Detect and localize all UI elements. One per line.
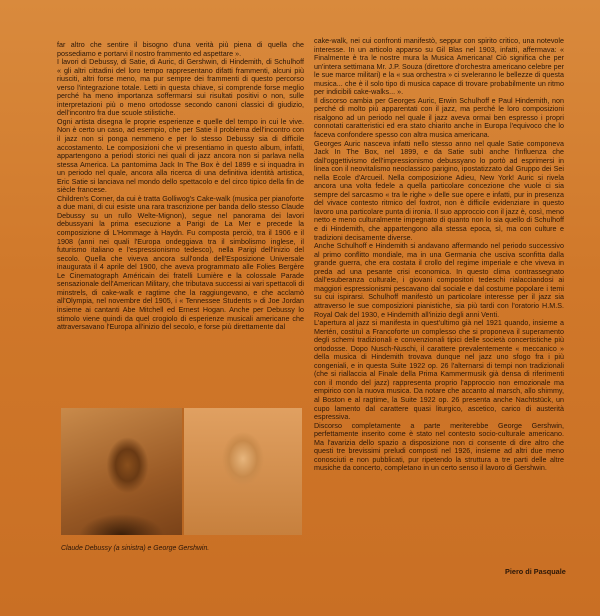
paragraph: cake-walk, nei cui confronti manifestò, seppur con spirito critico, una notevole interesse. In un articolo apparso su Gil Blas nel 1903, infatti, affermava: « Finalmente è tra le nostre mura la Musica Americana! Ciò significa che per un'intera settimana Mr. J.P. Souza (direttore d'orchestra americano celebre per le sue marce militari) e la « sua orchestra » ci sveleranno le bellezze di questa musica... che è il solo tipo di musica capace di trovare probabilmente un ritmo per indicibili cake-walks... ». xyxy=(314,37,564,97)
paragraph: L'apertura al jazz si manifesta in quest'ultimo già nel 1921 quando, insieme a Mertén, costituì a Francoforte un complesso che si proponeva il superamento degli schemi tradizionali e convenzionali tipici delle società concertistiche più ortodosse. Dopo Nusch-Nuschi, il carattere prevalentemente « meccanico » della musica di Hindemith trovava dunque nel jazz uno sfogo fra i più congeniali, e in questa Suite 1922 op. 26 l'alternarsi di tempi non tradizionali (che si riallaccia al Finale della Prima Kammermusik già densa di riferimenti con il mondo del jazz) rappresenta proprio l'approccio non emozionale ma empirico con la nuova musica. Da notare che accanto al marsch, allo shimmy, al Boston e al ragtime, la Suite 1922 op. 26 presenta anche Nachtstück, un cupo lamento dal carattere quasi liturgico, ascetico, carico di austerità espressiva. xyxy=(314,319,564,422)
paragraph: Anche Schulhoff e Hindemith si andavano affermando nel periodo successivo al primo conflitto mondiale, ma in una Germania che usciva sconfitta dalla grande guerra, che era costata il crollo del regime imperiale e che viveva in preda ad una pesante crisi economica. In questo clima contrassegnato dall'esuberanza culturale, i giovani compositori tedeschi rialacciandosi ai maggiori espressionismi pescavano dal sociale e dal costume popolare i temi su cui ispirarsi. Schulhoff manifestò un particolare interesse per il jazz sia attraverso le sue composizioni pianistiche, sia più tardi con l'oratorio H.M.S. Royal Oak del 1930, e Hindemith all'inizio degli anni Venti. xyxy=(314,242,564,319)
right-text-column xyxy=(314,37,564,473)
paragraph: Georges Auric nasceva infatti nello stesso anno nel quale Satie componeva Jack In The Box, nel 1899, e da Satie subì anche l'influenza che dall'oggettivismo dell'impressionismo debussyano lo portò ad esprimersi in linea con il neovitalismo neoclassico parigino, ipostatizzato dal Gruppo dei Sei nella Ecole d'Arcueil. Nella composizione Adieu, New York! Auric si rivela ancora una volta fedele a quella particolare concezione che vuole ci sia sempre del sarcasmo « tra le righe » delle sue opere e infatti, pur in presenza del vivace contesto ritmico del foxtrot, non è difficile evidenziare in questo lavoro una particolare punta di ironia. Il suo approccio con il jazz è, così, meno netto e meno culturalmente impegnato di quanto non lo sia quello di Schulhoff e di Hindemith, che appartengono alla stessa epoca, sì, ma con culture e tradizioni decisamente diverse. xyxy=(314,139,564,242)
paragraph: I lavori di Debussy, di Satie, di Auric, di Gershwin, di Hindemith, di Schulhoff « gli altri cittadini del loro tempo rappresentano difatti frammenti, alcuni più riusciti, altri forse meno, ma pur sempre dei frammenti di questo percorso verso l'integrazione totale. Letti in questa chiave, si comprende forse meglio perché ha meno importanza soffermarsi sui risultati positivi o non, sulle interpretazioni più o meno ortodosse secondo canoni classici di giudizio, dell'incontro fra due scuole stilistiche. xyxy=(57,58,304,118)
paragraph: Children's Corner, da cui è tratta Golliwog's Cake-walk (musica per pianoforte a due mani, di cui esiste una rara trascrizione per banda dello stesso Claude Debussy su un rullo Welte-Mignon), segue nel panorama dei lavori debussyani la prima esecuzione a Parigi de La Mer e precede la composizione di L'Hommage à Haydn. Fu composta perciò, tra il 1906 e il 1908 (anni nei quali l'Europa ondeggiava tra il simbolismo inglese, il futurismo italiano e l'espressionismo tedesco), nella Parigi dell'inizio del secolo. Quella che viveva ancora sull'onda dell'Esposizione Universale inaugurata il 4 aprile del 1900, che aveva programmato alle Folies Bergère Le Cinematograph Américain dei fratelli Lumière e la colossale Parade sensazionale dell'American Military, che tributava successi ai vari spettacoli di minstrels, di cake-walk e ragtime che la raggiungevano, e che acclamò all'Olympia, nel novembre del 1905, i « Tennessee Students » di Joe Jordan insieme ai cantanti Abe Mitchell ed Ernest Hogan. Anche per Debussy lo stimolo viene quindi da quel crogiolo di esperienze musicali americane che attraversavano l'Europa all'inizio del secolo, e forse più direttamente dal xyxy=(57,194,304,332)
left-text-column xyxy=(57,41,304,332)
paragraph: Ogni artista disegna le proprie esperienze e quelle del tempo in cui le vive. Non è certo un caso, ad esempio, che per Satie il problema dell'incontro con il jazz non si ponga nemmeno e per lo stesso Debussy sia di difficile accostamento. Le composizioni che vi presentiamo in questo album, infatti, appartengono a periodi storici nei quali di jazz ancora non si parlava nella stessa America. La pantomima Jack In The Box è del 1899 e si inquadra in un periodo nel quale, ancora alla ricerca di una definitiva identità artistica, Eric Satie si lanciava nel mondo dello spettacolo e del circo tipico della fin de siècle francese. xyxy=(57,117,304,195)
gershwin-portrait xyxy=(184,408,302,535)
paragraph: far altro che sentire il bisogno d'una verità più piena di quella che possediamo e portarvi il nostro frammento ed aspettare ». xyxy=(57,41,304,58)
portrait-photo xyxy=(61,408,302,535)
paragraph: Discorso completamente a parte meriterebbe George Gershwin, perfettamente inserito come è stato nel contesto socio-culturale americano. Ma l'avarizia dello spazio a disposizione non ci consente di dire altro che questi tre brevissimi preludi composti nel 1926, insieme ad altri due meno conosciuti e non pubblicati, pur ripetendo la struttura a tre parti delle altre musiche da concerto, completano in un certo senso il lavoro di Gershwin. xyxy=(314,421,564,473)
debussy-portrait xyxy=(61,408,182,535)
paragraph: Il discorso cambia per Georges Auric, Erwin Schulhoff e Paul Hindemith, non perché di molto più apparentati con il jazz, ma perché le loro composizioni risalgono ad un periodo nel quale il jazz aveva ormai ben espresso i propri connotati caratteristici ed era stato chiarito anche in Europa l'equivoco che lo faceva confondere spesso con altra musica americana. xyxy=(314,96,564,140)
photo-caption: Claude Debussy (a sinistra) e George Gershwin. xyxy=(61,545,210,552)
author-signature: Piero di Pasquale xyxy=(505,567,566,576)
